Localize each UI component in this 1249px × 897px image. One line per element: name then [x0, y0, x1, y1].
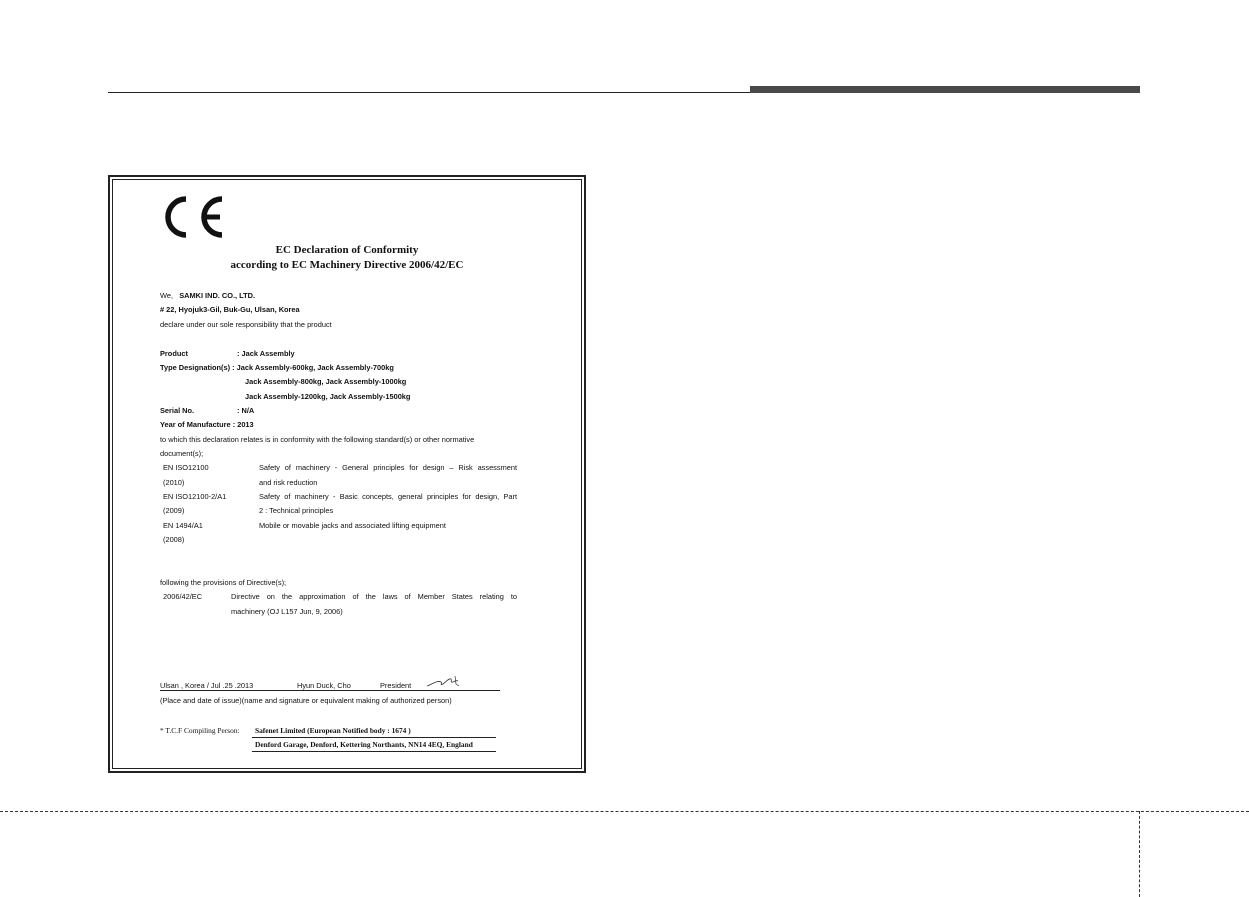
signature-icon [425, 674, 461, 690]
product-value: : Jack Assembly [237, 349, 295, 358]
tcf-notified-body: Safenet Limited (European Notified body : 1674 ) [255, 726, 411, 735]
product-label: Product [160, 349, 188, 358]
place-and-date: Ulsan , Korea / Jul .25 .2013 [160, 681, 254, 690]
standard-description: Safety of machinery - General principles for design – Risk assessment [259, 463, 517, 472]
type-designation-line2: Jack Assembly-800kg, Jack Assembly-1000kg [245, 377, 407, 386]
directive-description: Directive on the approximation of the laws of Member States relating to [231, 592, 517, 601]
provisions-statement: following the provisions of Directive(s); [160, 578, 287, 587]
standard-year: (2008) [163, 535, 185, 544]
serial-label: Serial No. [160, 406, 195, 415]
tcf-underline [252, 751, 496, 752]
company-name: SAMKI IND. CO., LTD. [179, 291, 256, 300]
signer-title: President [380, 681, 412, 690]
type-designation-line3: Jack Assembly-1200kg, Jack Assembly-1500kg [245, 392, 411, 401]
directive-description-cont: machinery (OJ L157 Jun, 9, 2006) [231, 607, 343, 616]
page-cut-line-horizontal [0, 811, 1249, 812]
serial-value: : N/A [237, 406, 255, 415]
standard-code: EN 1494/A1 [163, 521, 203, 530]
standard-year: (2009) [163, 506, 185, 515]
certificate-document [109, 176, 585, 772]
standard-description-cont: 2 : Technical principles [259, 506, 334, 515]
signature-caption: (Place and date of issue)(name and signature or equivalent making of authorized person) [160, 696, 452, 705]
tcf-label: * T.C.F Compiling Person: [160, 726, 240, 735]
standard-year: (2010) [163, 478, 185, 487]
conformity-statement-cont: document(s); [160, 449, 204, 458]
standard-code: EN ISO12100 [163, 463, 209, 472]
standard-description-cont: and risk reduction [259, 478, 318, 487]
declare-statement: declare under our sole responsibility that the product [160, 320, 332, 329]
standard-code: EN ISO12100-2/A1 [163, 492, 227, 501]
certificate-subtitle: according to EC Machinery Directive 2006/42/EC [230, 259, 464, 271]
company-address: # 22, Hyojuk3-Gil, Buk-Gu, Ulsan, Korea [160, 305, 300, 314]
directive-code: 2006/42/EC [163, 592, 203, 601]
signature-line [160, 690, 500, 691]
header-rule [108, 92, 750, 93]
signer-name: Hyun Duck, Cho [297, 681, 351, 690]
manufacturer-line [160, 289, 255, 303]
ce-mark-icon [158, 193, 228, 241]
year-of-manufacture: Year of Manufacture : 2013 [160, 420, 254, 429]
page-cut-line-vertical [1139, 811, 1140, 897]
header-bar [750, 86, 1140, 93]
standard-description: Mobile or movable jacks and associated lifting equipment [259, 521, 446, 530]
we-label: We, [160, 291, 174, 300]
type-designation: Type Designation(s) : Jack Assembly-600kg, Jack Assembly-700kg [160, 363, 394, 372]
standard-description: Safety of machinery - Basic concepts, general principles for design, Part [259, 492, 517, 501]
certificate-title: EC Declaration of Conformity [275, 244, 419, 256]
tcf-address: Denford Garage, Denford, Kettering Northants, NN14 4EQ, England [255, 740, 473, 749]
conformity-statement: to which this declaration relates is in conformity with the following standard(s) or other normative [160, 435, 475, 444]
